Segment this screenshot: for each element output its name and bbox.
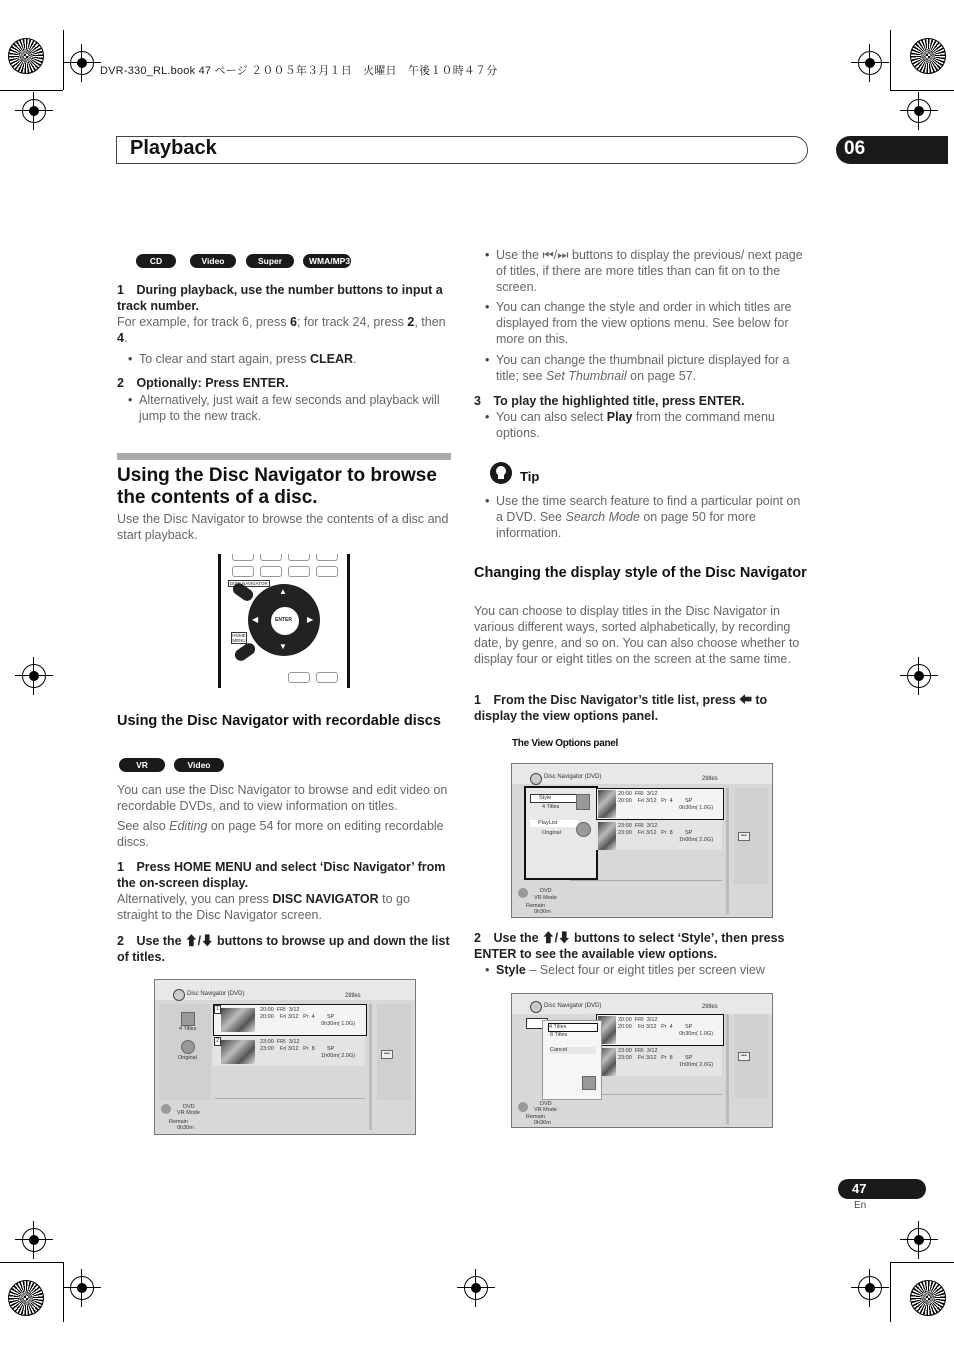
badge-vr-mode: VR mode <box>119 758 165 772</box>
crop-mark <box>63 30 64 90</box>
crop-mark <box>890 1262 954 1263</box>
crop-mark <box>890 1262 891 1322</box>
style-option: Style <box>530 794 580 803</box>
title-row-1: 20:00 FRI 3/12 20:00 Fri 3/12 Pr 4 SP 0h30m( 1.0G) <box>618 791 714 811</box>
subsection-heading-recordable: Using the Disc Navigator with recordable discs <box>117 713 441 729</box>
remain-label: Remain <box>526 903 545 909</box>
right-arrow-icon: ▶ <box>307 615 314 624</box>
title-row-1: 20:00 FRI 3/12 20:00 Fri 3/12 Pr 4 SP 0h30m( 1.0G) <box>260 1007 356 1027</box>
tip-icon <box>490 462 512 484</box>
vr-mode-label: VR Mode <box>534 895 557 901</box>
step-1-bullet: • To clear and start again, press CLEAR. <box>139 351 449 367</box>
page-number-tab <box>838 1179 926 1199</box>
recordable-paragraph-2: See also Editing on page 54 for more on editing recordable discs. <box>117 819 444 849</box>
screen-title: Disc Navigator (DVD) <box>544 1003 602 1009</box>
tip-bullet: • Use the time search feature to find a particular point on a DVD. See Search Mode on page 50 for more information. <box>496 493 806 541</box>
scrollbar <box>726 1014 729 1124</box>
option-cancel: Cancel <box>550 1047 596 1054</box>
crosshair-mark <box>858 1276 882 1300</box>
list-icon <box>582 1076 596 1090</box>
title-count: 2titles <box>702 776 718 782</box>
right-bullet-3: • You can change the thumbnail picture displayed for a title; see Set Thumbnail on page 57. <box>496 352 806 384</box>
step-1-title: 1 During playback, use the number buttons to input a track number. <box>117 283 443 313</box>
title-row-2: 23:00 FRI 3/12 23:00 Fri 3/12 Pr 8 SP 1h00m( 2.0G) <box>618 1048 714 1068</box>
section-intro: Use the Disc Navigator to browse the contents of a disc and start playback. <box>117 512 449 542</box>
section-title: Playback <box>130 137 217 159</box>
chapter-number: 06 <box>844 138 866 159</box>
crosshair-mark <box>464 1276 488 1300</box>
option-8-titles: 8 Titles <box>550 1032 568 1038</box>
home-menu-button <box>233 641 258 663</box>
thumbnail <box>598 790 616 818</box>
num-2: 2 <box>216 1038 220 1044</box>
registration-star-tl <box>8 38 44 74</box>
screen-title: Disc Navigator (DVD) <box>544 774 602 780</box>
crop-mark <box>890 30 891 90</box>
option-4-titles: 4 Titles <box>548 1023 598 1032</box>
crosshair-mark <box>858 51 882 75</box>
step-1-body: For example, for track 6, press 6; for track 24, press 2, then 4. <box>117 315 446 345</box>
recordable-step-1-body: Alternatively, you can press DISC NAVIGATOR to go straight to the Disc Navigator screen. <box>117 892 410 922</box>
vr-mode-label: VR Mode <box>177 1110 200 1116</box>
dvd-label: DVD <box>540 1101 552 1107</box>
title-row-1: 20:00 FRI 3/12 20:00 Fri 3/12 Pr 4 SP 0h30m( 1.0G) <box>618 1017 714 1037</box>
language-code: En <box>854 1200 867 1211</box>
scrollbar <box>369 1004 372 1130</box>
list-icon <box>576 794 590 810</box>
down-arrow-icon: ▼ <box>279 642 287 651</box>
style-options-screen <box>511 993 773 1128</box>
crop-mark <box>0 1262 63 1263</box>
style-bullet: • Style – Select four or eight titles per screen view <box>496 962 806 978</box>
dvd-icon <box>161 1104 171 1114</box>
registration-star-tr <box>910 38 946 74</box>
disc-icon <box>530 1001 542 1013</box>
recordable-step-2-title: 2 Use the ⬆/⬇ buttons to browse up and down the list of titles. <box>117 934 450 964</box>
crosshair-mark <box>22 664 46 688</box>
thumbnail <box>598 822 616 850</box>
right-bullet-2: • You can change the style and order in which titles are displayed from the view options menu. See below for more on this. <box>496 299 806 347</box>
num-1: 1 <box>216 1006 220 1012</box>
more-button: ••• <box>738 832 750 841</box>
view-options-caption: The View Options panel <box>512 738 619 749</box>
chapter-tab <box>836 136 948 164</box>
display-step-1-title: 1 From the Disc Navigator’s title list, press ⬅ to display the view options panel. <box>474 693 768 723</box>
right-step-3-title: 3 To play the highlighted title, press ENTER. <box>474 394 745 408</box>
display-style-body: You can choose to display titles in the Disc Navigator in various different ways, sorted alphabetically, by recording date, by genre, and so on. You can also choose whether to display four or eight titles on the screen at the same time. <box>474 604 800 666</box>
badge-wma-mp3: WMA/MP3 <box>303 254 351 268</box>
remain-time: 0h30m <box>177 1125 194 1131</box>
header-bar <box>116 136 808 164</box>
playlist-option: PlayList <box>530 820 578 827</box>
crop-mark <box>890 90 954 91</box>
thumbnail <box>221 1040 255 1064</box>
view-options-screen <box>511 763 773 918</box>
original-icon <box>181 1040 195 1054</box>
badge-cd: CD <box>136 254 176 268</box>
titles-label: 4 Titles <box>542 804 560 810</box>
vr-mode-label: VR Mode <box>534 1107 557 1113</box>
display-step-2-title: 2 Use the ⬆/⬇ buttons to select ‘Style’, then press ENTER to see the available view options. <box>474 931 785 961</box>
disc-icon <box>530 773 542 785</box>
page-number: 47 <box>852 1181 867 1196</box>
more-button: ••• <box>738 1052 750 1061</box>
registration-star-bl <box>8 1280 44 1316</box>
section-divider <box>117 453 451 460</box>
title-row-2: 23:00 FRI 3/12 23:00 Fri 3/12 Pr 8 SP 1h00m( 2.0G) <box>260 1039 356 1059</box>
recordable-step-1-title: 1 Press HOME MENU and select ‘Disc Navigator’ from the on-screen display. <box>117 860 446 890</box>
thumbnail <box>221 1008 255 1032</box>
crosshair-mark <box>70 1276 94 1300</box>
print-header-info: DVR-330_RL.book 47 ページ ２００５年３月１日 火曜日 午後１０時４７分 <box>100 65 498 77</box>
crop-mark <box>63 1262 64 1322</box>
list-icon <box>181 1012 195 1026</box>
up-arrow-icon: ▲ <box>279 587 287 596</box>
step-2-bullet: • Alternatively, just wait a few seconds and playback will jump to the new track. <box>139 392 449 424</box>
badge-video-cd: Video CD <box>190 254 236 268</box>
title-count: 2titles <box>702 1004 718 1010</box>
disc-navigator-label: DISC NAVIGATOR <box>230 581 268 586</box>
left-arrow-icon: ◀ <box>252 615 259 624</box>
section-heading: Using the Disc Navigator to browse the contents of a disc. <box>117 465 437 508</box>
home-menu-label: HOME MENU <box>232 633 246 643</box>
badge-video-mode: Video mode <box>174 758 224 772</box>
screen-title: Disc Navigator (DVD) <box>187 991 245 997</box>
more-button: ••• <box>381 1050 393 1059</box>
remain-label: Remain <box>526 1114 545 1120</box>
crosshair-mark <box>907 664 931 688</box>
step-2-title: 2 Optionally: Press ENTER. <box>117 376 289 390</box>
dvd-label: DVD <box>540 888 552 894</box>
tip-label: Tip <box>520 469 540 484</box>
crosshair-mark <box>22 99 46 123</box>
recordable-paragraph-1: You can use the Disc Navigator to browse and edit video on recordable DVDs, and to view information on titles. <box>117 783 448 813</box>
enter-label: ENTER <box>275 617 292 623</box>
original-label: Original <box>178 1055 197 1061</box>
remain-time: 0h30m <box>534 909 551 915</box>
badge-super-vcd: Super VCD <box>246 254 294 268</box>
crosshair-mark <box>907 1228 931 1252</box>
dvd-icon <box>518 888 528 898</box>
crosshair-mark <box>22 1228 46 1252</box>
crosshair-mark <box>907 99 931 123</box>
subsection-heading-display-style: Changing the display style of the Disc Navigator <box>474 565 807 581</box>
remote-illustration <box>218 554 350 688</box>
crosshair-mark <box>70 51 94 75</box>
disc-navigator-screen <box>154 979 416 1135</box>
dvd-label: DVD <box>183 1104 195 1110</box>
crop-mark <box>0 90 63 91</box>
scrollbar <box>726 788 729 914</box>
titles-label: 4 Titles <box>179 1026 197 1032</box>
registration-star-br <box>910 1280 946 1316</box>
right-bullet-1: • Use the ⏮/⏭ buttons to display the previous/ next page of titles, if there are more titles than can fit on to the screen. <box>496 247 806 295</box>
title-count: 2titles <box>345 993 361 999</box>
remain-label: Remain <box>169 1119 188 1125</box>
original-icon <box>576 822 591 837</box>
dvd-icon <box>518 1102 528 1112</box>
disc-icon <box>173 989 185 1001</box>
right-step-3-bullet: • You can also select Play from the command menu options. <box>496 409 806 441</box>
remain-time: 0h30m <box>534 1120 551 1126</box>
title-row-2: 23:00 FRI 3/12 23:00 Fri 3/12 Pr 8 SP 1h00m( 2.0G) <box>618 823 714 843</box>
original-label: Original <box>542 830 561 836</box>
